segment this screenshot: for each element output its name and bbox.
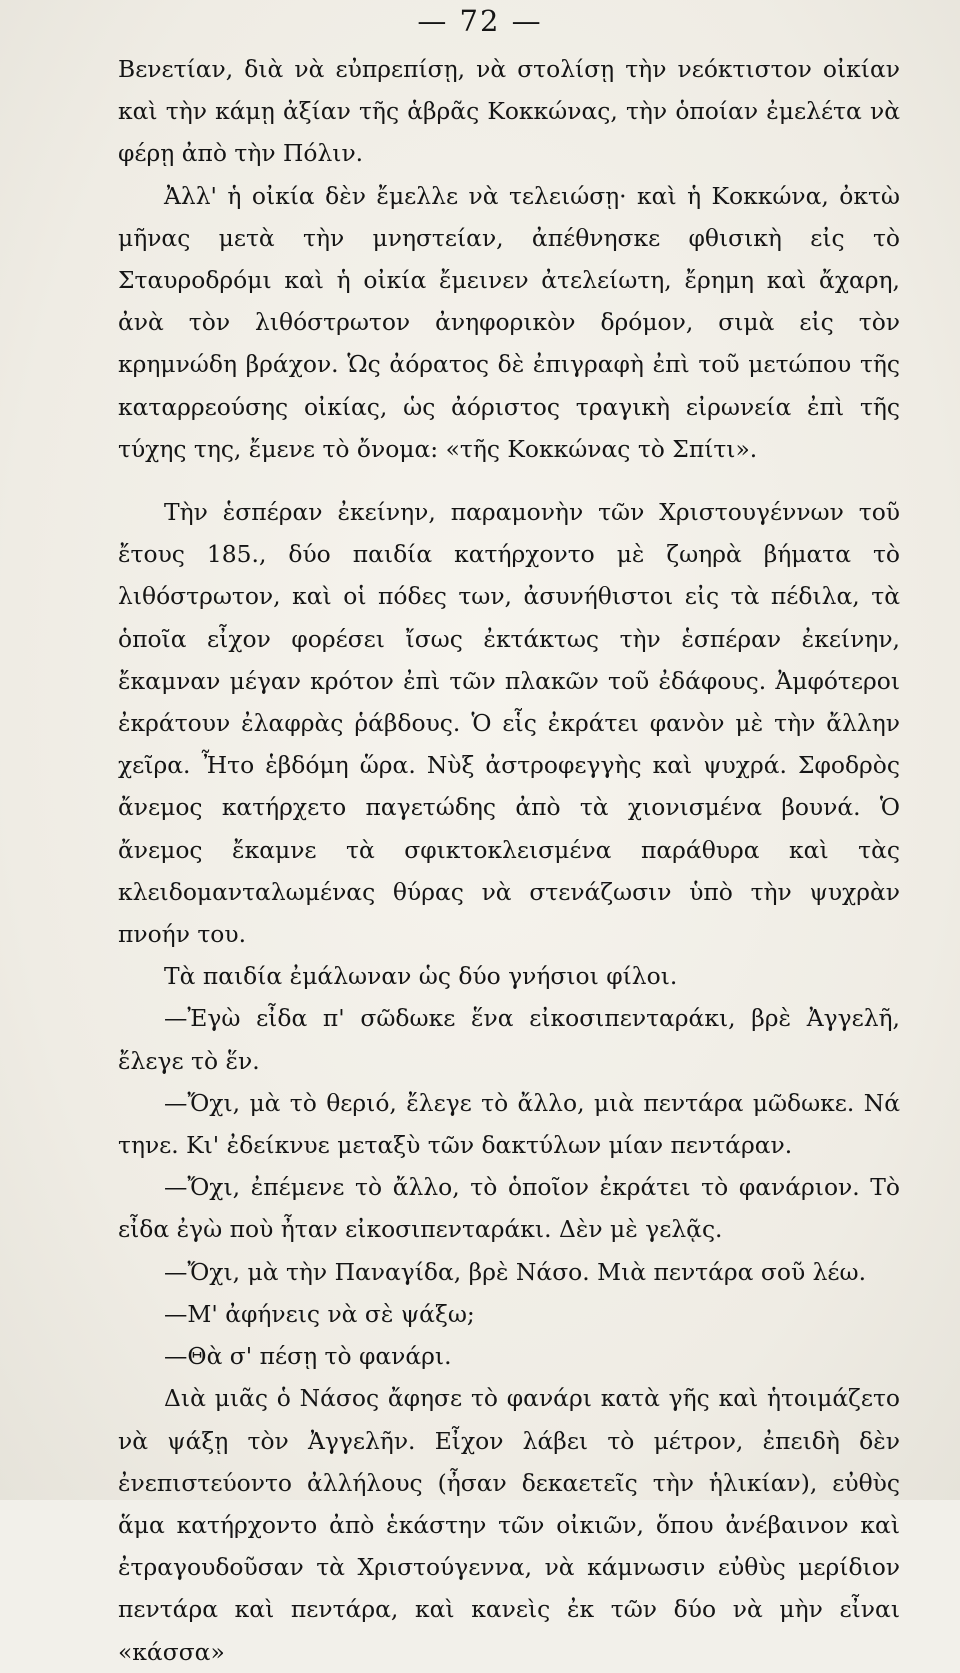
dialogue-line: —Ὄχι, μὰ τὸ θεριό, ἔλεγε τὸ ἄλλο, μιὰ πεντάρα μῶδωκε. Νά τηνε. Κι' ἐδείκνυε μεταξὺ τῶν δακτύλων μίαν πεντάραν. [118, 1088, 900, 1160]
paragraph-search: Διὰ μιᾶς ὁ Νάσος ἄφησε τὸ φανάρι κατὰ γῆς καὶ ἡτοιμάζετο νὰ ψάξῃ τὸν Ἀγγελῆν. Εἶχον λάβει τὸ μέτρον, ἐπειδὴ δὲν ἐνεπιστεύοντο ἀλλήλους (ἦσαν δεκαετεῖς τὴν ἡλικίαν), εὐθὺς ἅμα κατήρχοντο ἀπὸ ἑκάστην τῶν οἰκιῶν, ὅπου ἀνέβαινον καὶ ἐτραγουδοῦσαν τὰ Χριστούγεννα, νὰ κάμνωσιν εὐθὺς μερίδιον πεντάρα καὶ πεντάρα, καὶ κανεὶς ἐκ τῶν δύο νὰ μὴν εἶναι «κάσσα» [118, 1384, 900, 1666]
dialogue-line: —Ὄχι, ἐπέμενε τὸ ἄλλο, τὸ ὁποῖον ἐκράτει τὸ φανάριον. Τὸ εἶδα ἐγὼ ποὺ ἦταν εἰκοσιπενταράκι. Δὲν μὲ γελᾷς. [118, 1173, 900, 1244]
body-text [118, 48, 900, 1673]
section-gap [118, 470, 900, 491]
page-number: — 72 — [417, 4, 543, 38]
dialogue-line: —Μ' ἀφήνεις νὰ σὲ ψάξω; [164, 1299, 475, 1328]
paragraph-christmas-eve: Τὴν ἑσπέραν ἐκείνην, παραμονὴν τῶν Χριστουγέννων τοῦ ἔτους 185., δύο παιδία κατήρχοντο μὲ ζωηρὰ βήματα τὸ λιθόστρωτον, καὶ οἱ πόδες των, ἀσυνήθιστοι εἰς τὰ πέδιλα, τὰ ὁποῖα εἶχον φορέσει ἴσως ἐκτάκτως τὴν ἑσπέραν ἐκείνην, ἔκαμναν μέγαν κρότον ἐπὶ τῶν πλακῶν τοῦ ἐδάφους. Ἀμφότεροι ἐκράτουν ἐλαφρὰς ῥάβδους. Ὁ εἷς ἐκράτει φανὸν μὲ τὴν ἄλλην χεῖρα. Ἦτο ἑβδόμη ὥρα. Νὺξ ἀστροφεγγὴς καὶ ψυχρά. Σφοδρὸς ἄνεμος κατήρχετο παγετώδης ἀπὸ τὰ χιονισμένα βουνά. Ὁ ἄνεμος ἔκαμνε τὰ σφικτοκλεισμένα παράθυρα καὶ τὰς κλειδομανταλωμένας θύρας νὰ στενάζωσιν ὑπὸ τὴν ψυχρὰν πνοήν του. [118, 498, 900, 949]
paragraph-children-quarrel: Τὰ παιδία ἐμάλωναν ὡς δύο γνήσιοι φίλοι. [164, 962, 678, 991]
paragraph-continuation: Βενετίαν, διὰ νὰ εὐπρεπίσῃ, νὰ στολίσῃ τὴν νεόκτιστον οἰκίαν καὶ τὴν κάμῃ ἀξίαν τῆς ἁβρᾶς Κοκκώνας, τὴν ὁποίαν ἐμελέτα νὰ φέρῃ ἀπὸ τὴν Πόλιν. [118, 55, 900, 168]
paragraph-kokkona-house: Ἀλλ' ἡ οἰκία δὲν ἔμελλε νὰ τελειώσῃ· καὶ ἡ Κοκκώνα, ὀκτὼ μῆνας μετὰ τὴν μνηστείαν, ἀπέθνησκε φθισικὴ εἰς τὸ Σταυροδρόμι καὶ ἡ οἰκία ἔμεινεν ἀτελείωτη, ἔρημη καὶ ἄχαρη, ἀνὰ τὸν λιθόστρωτον ἀνηφορικὸν δρόμον, σιμὰ εἰς τὸν κρημνώδη βράχον. Ὡς ἀόρατος δὲ ἐπιγραφὴ ἐπὶ τοῦ μετώπου τῆς καταρρεούσης οἰκίας, ὡς ἀόριστος τραγικὴ εἰρωνεία ἐπὶ τῆς τύχης της, ἔμενε τὸ ὄνομα: «τῆς Κοκκώνας τὸ Σπίτι». [118, 181, 900, 463]
dialogue-line: —Θὰ σ' πέσῃ τὸ φανάρι. [164, 1342, 452, 1371]
dialogue-line: —Ἐγὼ εἶδα π' σῶδωκε ἕνα εἰκοσιπενταράκι, βρὲ Ἀγγελῆ, ἔλεγε τὸ ἕν. [118, 1004, 900, 1075]
dialogue-line: —Ὄχι, μὰ τὴν Παναγίδα, βρὲ Νάσο. Μιὰ πεντάρα σοῦ λέω. [164, 1257, 867, 1286]
